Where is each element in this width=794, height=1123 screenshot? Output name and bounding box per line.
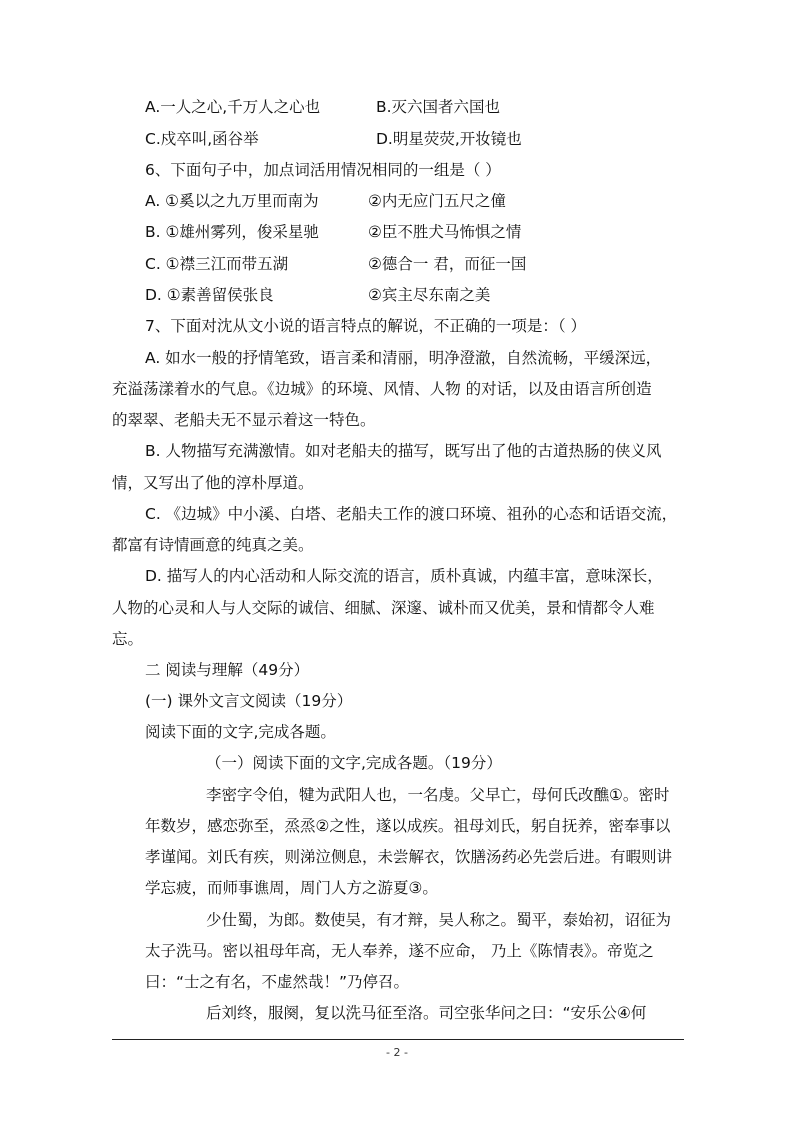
q5-option-a: A.一人之心,千万人之心也: [145, 98, 321, 116]
q7-stem: 7、下面对沈从文小说的语言特点的解说，不正确的一项是：（ ）: [145, 317, 587, 335]
q7-option-a-line: 的翠翠、老船夫无不显示着这一特色。: [112, 411, 376, 429]
q7-option-b-line: 情，又写出了他的淳朴厚道。: [112, 474, 314, 492]
q6-option-a-2: ②内无应门五尺之僮: [368, 192, 506, 210]
q7-option-d-line: D. 描写人的内心活动和人际交流的语言，质朴真诚，内蕴丰富，意味深长，: [145, 567, 663, 585]
inner-instruction-title: （一）阅读下面的文字,完成各题。（19分）: [206, 754, 502, 772]
q7-option-d-line: 忘。: [112, 630, 144, 648]
q6-option-d-2: ②宾主尽东南之美: [368, 286, 491, 304]
section-heading: 二 阅读与理解（49分）: [145, 661, 310, 679]
passage-p1-line: 李密字令伯，犍为武阳人也，一名虔。父早亡，母何氏改醮①。密时: [206, 786, 670, 804]
q7-option-c-line: 都富有诗情画意的纯真之美。: [112, 536, 314, 554]
q6-option-b-2: ②臣不胜犬马怖惧之情: [368, 223, 522, 241]
q6-option-d-1: D. ①素善留侯张良: [145, 286, 274, 304]
passage-p1-line: 年数岁，感恋弥至，烝烝②之性，遂以成疾。祖母刘氏，躬自抚养，密奉事以: [145, 817, 671, 835]
passage-p1-line: 孝谨闻。刘氏有疾，则涕泣侧息，未尝解衣，饮膳汤药必先尝后进。有暇则讲: [145, 848, 673, 866]
q5-option-c: C.戍卒叫,函谷举: [145, 130, 259, 148]
q6-option-a-1: A. ①奚以之九万里而南为: [145, 192, 319, 210]
q7-option-c-line: C. 《边城》中小溪、白塔、老船夫工作的渡口环境、祖孙的心态和话语交流，: [145, 505, 678, 523]
passage-p1-line: 学忘疲，而师事谯周，周门人方之游夏③。: [145, 879, 438, 897]
q6-stem: 6、下面句子中，加点词活用情况相同的一组是（ ）: [145, 161, 501, 179]
q5-option-b: B.灭六国者六国也: [376, 98, 501, 116]
q7-option-b-line: B. 人物描写充满激情。如对老船夫的描写，既写出了他的古道热肠的侠义风: [145, 442, 662, 460]
passage-p3-line: 后刘终，服阕，复以洗马征至洛。司空张华问之曰：“安乐公④何: [206, 1004, 647, 1022]
passage-p2-line: 曰：“士之有名，不虚然哉！”乃停召。: [145, 973, 410, 991]
q6-option-c-1: C. ①襟三江而带五湖: [145, 255, 289, 273]
q7-option-a-line: A. 如水一般的抒情笔致，语言柔和清丽，明净澄澈，自然流畅，平缓深远，: [145, 349, 662, 367]
q5-option-d: D.明星荧荧,开妆镜也: [376, 130, 522, 148]
q7-option-a-line: 充溢荡漾着水的气息。《边城》的环境、风情、人物 的对话，以及由语言所创造: [112, 380, 652, 398]
page-number: - 2 -: [386, 1046, 408, 1059]
q6-option-b-1: B. ①雄州雾列，俊采星驰: [145, 223, 319, 241]
footer-divider: [112, 1039, 684, 1040]
instruction-text: 阅读下面的文字,完成各题。: [145, 723, 336, 741]
q6-option-c-2: ②德合一 君，而征一国: [368, 255, 527, 273]
passage-p2-line: 太子洗马。密以祖母年高，无人奉养，遂不应命， 乃上《陈情表》。帝览之: [145, 942, 654, 960]
passage-p2-line: 少仕蜀，为郎。数使吴，有才辩，吴人称之。蜀平，泰始初，诏征为: [206, 911, 672, 929]
subsection-heading: (一) 课外文言文阅读（19分）: [145, 692, 353, 710]
q7-option-d-line: 人物的心灵和人与人交际的诚信、细腻、深邃、诚朴而又优美，景和情都令人难: [112, 599, 655, 617]
